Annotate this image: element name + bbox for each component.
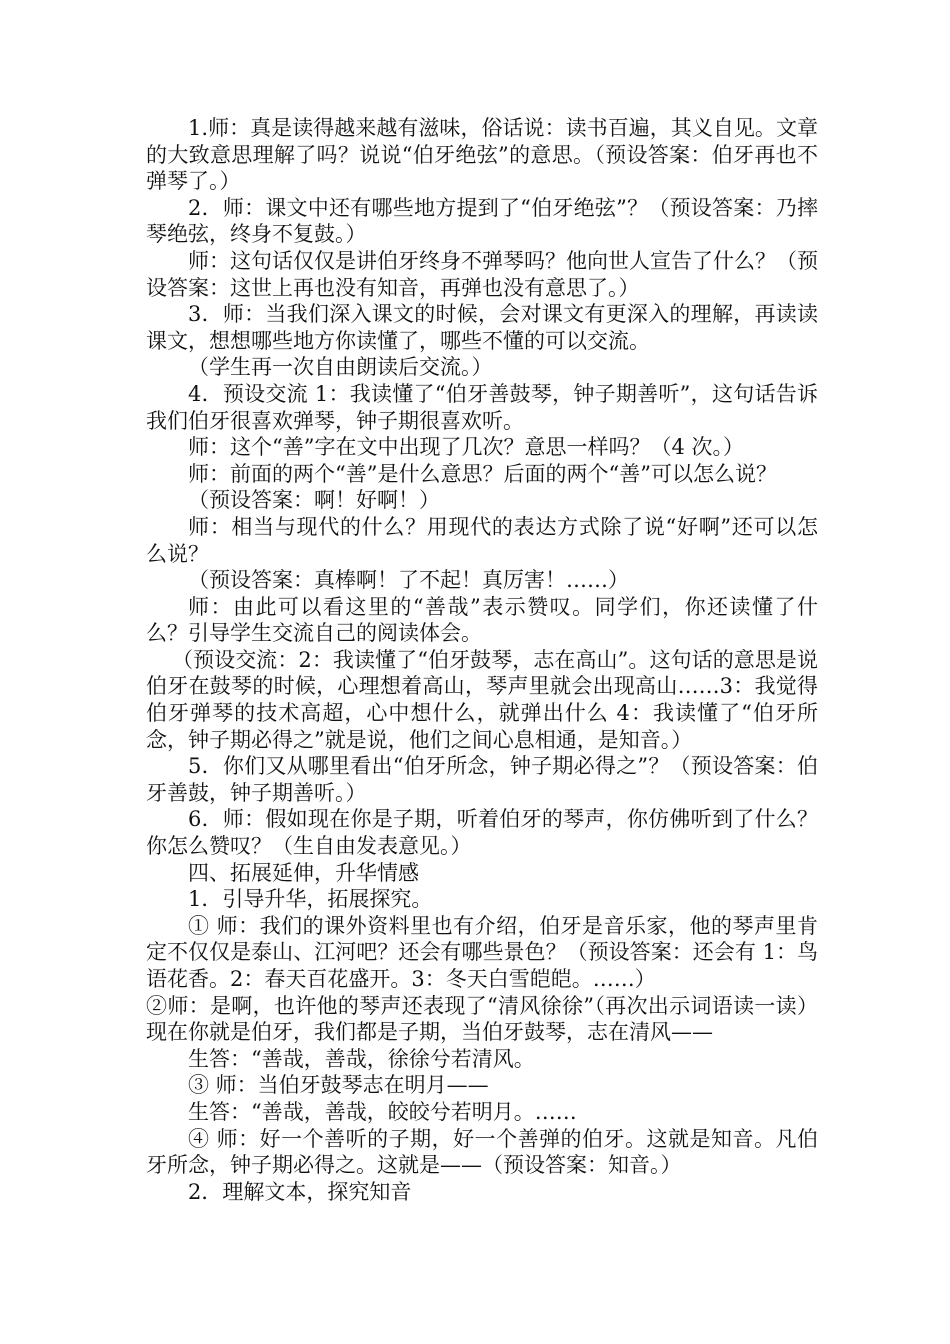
paragraph: 生答：“善哉，善哉，徐徐兮若清风。: [188, 1046, 535, 1071]
paragraph: 1.师：真是读得越来越有滋味，俗话说：读书百遍，其义自见。文章的大致意思理解了吗？说说“伯牙绝弦”的意思。（预设答案：伯牙再也不弹琴了。）: [146, 116, 818, 194]
paragraph: ②师：是啊，也许他的琴声还表现了“清风徐徐”（再次出示词语读一读）现在你就是伯牙，我们都是子期，当伯牙鼓琴，志在清风——: [146, 993, 818, 1045]
paragraph: （学生再一次自由朗读后交流。）: [188, 355, 493, 380]
paragraph: 2．师：课文中还有哪些地方提到了“伯牙绝弦”？（预设答案：乃摔琴绝弦，终身不复鼓。）: [146, 195, 818, 247]
paragraph: （预设答案：真棒啊！了不起！真厉害！……）: [188, 568, 629, 593]
paragraph: ① 师：我们的课外资料里也有介绍，伯牙是音乐家，他的琴声里肯定不仅仅是泰山、江河吧？还会有哪些景色？（预设答案：还会有 1：鸟语花香。2：春天百花盛开。3：冬天白雪皑皑。……）: [146, 913, 818, 991]
paragraph: ④ 师：好一个善听的子期，好一个善弹的伯牙。这就是知音。凡伯牙所念，钟子期必得之。这就是——（预设答案：知音。）: [146, 1126, 818, 1178]
subsection-heading: 1．引导升华，拓展探究。: [188, 887, 433, 912]
paragraph: 4．预设交流 1：我读懂了“伯牙善鼓琴，钟子期善听”，这句话告诉我们伯牙很喜欢弹琴，钟子期很喜欢听。: [146, 381, 818, 433]
subsection-heading: 2．理解文本，探究知音: [188, 1179, 412, 1204]
paragraph: 师：由此可以看这里的“善哉”表示赞叹。同学们，你还读懂了什么？引导学生交流自己的阅读体会。: [146, 594, 818, 646]
paragraph: 师：前面的两个“善”是什么意思？后面的两个“善”可以怎么说？: [188, 461, 777, 486]
document-body: [146, 115, 818, 1205]
paragraph: （预设答案：啊！好啊！）: [188, 488, 440, 513]
paragraph: 6．师：假如现在你是子期，听着伯牙的琴声，你仿佛听到了什么？你怎么赞叹？（生自由发表意见。）: [146, 807, 818, 859]
paragraph: （预设交流：2：我读懂了“伯牙鼓琴，志在高山”。这句话的意思是说伯牙在鼓琴的时候，心理想着高山，琴声里就会出现高山……3：我觉得伯牙弹琴的技术高超，心中想什么，就弹出什么 4：我读懂了“伯牙所念，钟子期必得之”就是说，他们之间心息相通，是知音。）: [146, 647, 818, 752]
paragraph: 师：这个“善”字在文中出现了几次？意思一样吗？（4 次。）: [188, 435, 745, 460]
paragraph: 3．师：当我们深入课文的时候，会对课文有更深入的理解，再读读课文，想想哪些地方你读懂了，哪些不懂的可以交流。: [146, 302, 818, 353]
paragraph: ③ 师：当伯牙鼓琴志在明月——: [188, 1073, 489, 1098]
section-heading: 四、拓展延伸，升华情感: [188, 860, 419, 885]
paragraph: 师：相当与现代的什么？用现代的表达方式除了说“好啊”还可以怎么说？: [146, 514, 818, 566]
paragraph: 生答：“善哉，善哉，皎皎兮若明月。……: [188, 1099, 577, 1124]
paragraph: 5．你们又从哪里看出“伯牙所念，钟子期必得之”？（预设答案：伯牙善鼓，钟子期善听。）: [146, 754, 818, 805]
paragraph: 师：这句话仅仅是讲伯牙终身不弹琴吗？他向世人宣告了什么？（预设答案：这世上再也没有知音，再弹也没有意思了。）: [146, 248, 818, 300]
